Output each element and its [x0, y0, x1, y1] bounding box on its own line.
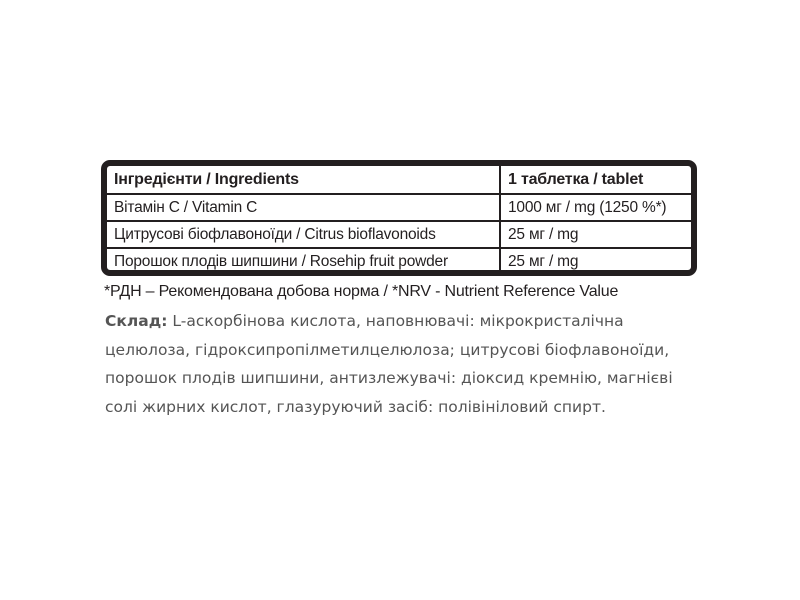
- table-header-row: [107, 166, 691, 194]
- ingredients-table: [107, 166, 691, 274]
- table-row: [107, 221, 691, 248]
- table-row: [107, 194, 691, 221]
- ingredient-name: Цитрусові біофлавоноїди / Citrus bioflavonoids: [107, 221, 500, 248]
- ingredients-table-frame: [101, 160, 697, 276]
- ingredient-amount: 25 мг / mg: [500, 248, 691, 274]
- composition-text: L-аскорбінова кислота, наповнювачі: мікрокристалічна целюлоза, гідроксипропілметилцелюлоза; цитрусові біофлавоноїди, порошок плодів шипшини, антизлежувачі: діоксид кремнію, магнієві солі жирних кислот, глазуруючий засіб: полівініловий спирт.: [105, 312, 673, 416]
- ingredient-amount: 1000 мг / mg (1250 %*): [500, 194, 691, 221]
- ingredient-name: Вітамін С / Vitamin C: [107, 194, 500, 221]
- ingredient-name: Порошок плодів шипшини / Rosehip fruit powder: [107, 248, 500, 274]
- header-per-tablet: 1 таблетка / tablet: [508, 171, 644, 188]
- composition-paragraph: [105, 307, 685, 421]
- header-ingredients: Інгредієнти / Ingredients: [107, 166, 500, 194]
- table-row: [107, 248, 691, 274]
- ingredient-amount: 25 мг / mg: [500, 221, 691, 248]
- composition-label: Склад:: [105, 312, 168, 330]
- nrv-footnote: *РДН – Рекомендована добова норма / *NRV - Nutrient Reference Value: [104, 283, 619, 300]
